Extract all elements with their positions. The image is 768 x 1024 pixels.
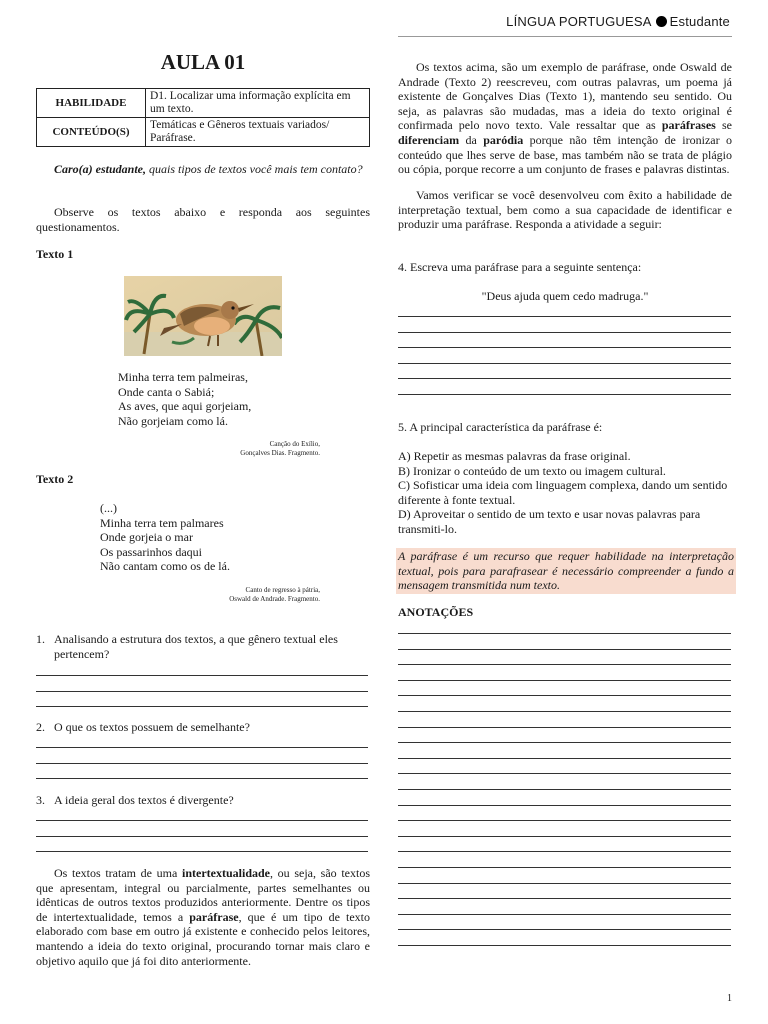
page-number: 1	[727, 993, 732, 1004]
proverb-quote: "Deus ajuda quem cedo madruga."	[481, 289, 649, 303]
table-row	[37, 118, 370, 147]
question-text: O que os textos possuem de semelhante?	[54, 720, 250, 734]
poem-line: (...)	[100, 501, 117, 515]
activity-intro: Vamos verificar se você desenvolveu com êxito a habilidade de interpretação textual, bem como a sua capacidade de identificar e produzir uma paráfrase. Responda a atividade a seguir:	[398, 188, 732, 232]
text-run: se	[715, 118, 732, 133]
text-run: , ou seja, são textos que apresentam, integral ou parcialmente, partes semelhantes ou idênticas de outros textos produzidos anteriormente. Dentre os tipos de intertextualidade, temos a	[36, 866, 370, 924]
option-b[interactable]: B) Ironizar o conteúdo de um texto ou imagem cultural.	[398, 463, 666, 478]
answer-line[interactable]	[36, 836, 368, 837]
question-text: Analisando a estrutura dos textos, a que gênero textual eles pertencem?	[54, 632, 338, 661]
source-author: Gonçalves Dias. Fragmento.	[240, 449, 320, 457]
answer-line[interactable]	[398, 394, 731, 395]
texto2-heading: Texto 2	[36, 472, 74, 486]
answer-line[interactable]	[398, 332, 731, 333]
header-rule	[398, 36, 732, 37]
note-line[interactable]	[398, 789, 731, 790]
answer-lines-1[interactable]	[36, 675, 368, 722]
bullet-dot-icon	[656, 16, 667, 27]
texto1-heading: Texto 1	[36, 247, 74, 261]
note-line[interactable]	[398, 867, 731, 868]
text-run: da	[459, 132, 484, 147]
source-title: Canção do Exílio,	[269, 440, 320, 448]
question-number: 5.	[398, 420, 407, 434]
note-line[interactable]	[398, 758, 731, 759]
note-line[interactable]	[398, 914, 731, 915]
note-line[interactable]	[398, 742, 731, 743]
note-line[interactable]	[398, 851, 731, 852]
question-4	[398, 260, 732, 275]
notes-heading: ANOTAÇÕES	[398, 605, 474, 619]
poem-line: Minha terra tem palmeiras,	[118, 370, 248, 384]
option-a[interactable]: A) Repetir as mesmas palavras da frase original.	[398, 449, 631, 463]
answer-lines-4[interactable]	[398, 316, 731, 410]
intro-question-text: quais tipos de textos você mais tem contato?	[146, 162, 363, 176]
note-line[interactable]	[398, 929, 731, 930]
source-author: Oswald de Andrade. Fragmento.	[229, 595, 320, 603]
content-value: Temáticas e Gêneros textuais variados/ Paráfrase.	[146, 118, 370, 147]
sabia-bird-illustration	[124, 276, 282, 356]
option-d[interactable]: D) Aproveitar o sentido de um texto e usar novas palavras para transmiti-lo.	[398, 507, 701, 536]
texto2-poem	[100, 501, 230, 574]
answer-line[interactable]	[36, 820, 368, 821]
lesson-title: AULA 01	[160, 50, 246, 74]
greeting: Caro(a) estudante,	[54, 162, 147, 176]
term-parafrases: paráfrases	[661, 118, 716, 133]
note-line[interactable]	[398, 773, 731, 774]
notes-lines[interactable]	[398, 633, 731, 960]
answer-line[interactable]	[36, 763, 368, 764]
option-c[interactable]: C) Sofisticar uma ideia com linguagem complexa, dando um sentido diferente à fonte textual.	[398, 478, 728, 507]
note-line[interactable]	[398, 805, 731, 806]
note-line[interactable]	[398, 898, 731, 899]
question-1	[36, 632, 370, 661]
note-line[interactable]	[398, 945, 731, 946]
intertext-paragraph	[36, 866, 370, 968]
answer-line[interactable]	[398, 347, 731, 348]
note-line[interactable]	[398, 883, 731, 884]
note-line[interactable]	[398, 836, 731, 837]
skill-value: D1. Localizar uma informação explícita em um texto.	[146, 89, 370, 118]
poem-line: As aves, que aqui gorjeiam,	[118, 399, 252, 414]
text-run: porque não têm intenção de ironizar o conteúdo que lhes serve de base, mas também não se trata de plágio ou cópia, porque recorre a um conjunto de frases e palavras distintas.	[398, 132, 733, 177]
texto1-source	[150, 440, 320, 458]
answer-line[interactable]	[36, 747, 368, 748]
subject-label: LÍNGUA PORTUGUESA	[506, 14, 652, 29]
answer-line[interactable]	[36, 706, 368, 707]
note-line[interactable]	[398, 633, 731, 634]
intro-question	[36, 162, 370, 177]
skill-table	[36, 88, 370, 147]
text-run: , que é um tipo de texto elaborado com base em outro já existente e conhecido pelos leitores, mantendo a ideia do texto original, procurando tornar mais claro e objetivo aquilo que já foi dito anteriormente.	[36, 909, 370, 968]
note-line[interactable]	[398, 695, 731, 696]
question-number: 2.	[36, 720, 45, 734]
note-line[interactable]	[398, 680, 731, 681]
question-5	[398, 420, 732, 435]
poem-line: Não gorjeiam como lá.	[118, 413, 228, 428]
term-intertextualidade: intertextualidade	[182, 866, 270, 880]
table-row	[37, 89, 370, 118]
texto2-source	[150, 586, 320, 604]
intro-instruction: Observe os textos abaixo e responda aos seguintes questionamentos.	[36, 205, 370, 234]
highlight-note: A paráfrase é um recurso que requer habilidade na interpretação textual, pois para parafrasear é necessário compreender a fundo a mensagem transmitida num texto.	[398, 549, 734, 593]
poem-line: Minha terra tem palmares	[100, 515, 224, 530]
answer-line[interactable]	[398, 316, 731, 317]
note-line[interactable]	[398, 820, 731, 821]
role-label: Estudante	[669, 14, 730, 29]
note-line[interactable]	[398, 649, 731, 650]
answer-line[interactable]	[398, 378, 731, 379]
question-number: 3.	[36, 793, 45, 807]
question-3	[36, 793, 370, 808]
question-text: A ideia geral dos textos é divergente?	[54, 793, 234, 807]
poem-line: Os passarinhos daqui	[100, 544, 202, 559]
answer-line[interactable]	[36, 675, 368, 676]
page-header	[506, 15, 730, 30]
question-text: A principal característica da paráfrase é:	[407, 420, 603, 434]
question-text: Escreva uma paráfrase para a seguinte sentença:	[407, 260, 642, 274]
question-number: 1.	[36, 632, 45, 646]
term-parafrase: paráfrase	[189, 909, 239, 924]
note-line[interactable]	[398, 711, 731, 712]
paraphrase-explanation	[398, 60, 732, 177]
answer-line[interactable]	[36, 851, 368, 852]
answer-line[interactable]	[36, 691, 368, 692]
poem-line: Onde gorjeia o mar	[100, 530, 193, 545]
note-line[interactable]	[398, 727, 731, 728]
answer-line[interactable]	[36, 778, 368, 779]
answer-lines-3[interactable]	[36, 820, 368, 867]
texto1-poem	[118, 370, 251, 428]
text-run: Os textos tratam de uma	[54, 866, 182, 880]
question-2	[36, 720, 370, 735]
term-diferenciam: diferenciam	[398, 132, 460, 147]
answer-options	[398, 449, 728, 537]
term-parodia: paródia	[483, 132, 524, 147]
note-line[interactable]	[398, 664, 731, 665]
question-number: 4.	[398, 260, 407, 274]
text-run: Os textos acima, são um exemplo de paráfrase, onde Oswald de Andrade (Texto 2) reescreveu, com outras palavras, um poema já existente de Gonçalves Dias (Texto 1), mantendo seu sentido. Ou seja, as palavras são mudadas, mas a ideia do texto original é confirmada pelo novo texto. Vale ressaltar que as	[398, 60, 732, 133]
content-label: CONTEÚDO(S)	[37, 118, 146, 147]
poem-line: Onde canta o Sabiá;	[118, 384, 215, 399]
answer-line[interactable]	[398, 363, 731, 364]
poem-line: Não cantam como os de lá.	[100, 559, 230, 574]
answer-lines-2[interactable]	[36, 747, 368, 794]
skill-label: HABILIDADE	[37, 89, 146, 118]
source-title: Canto de regresso à pátria,	[245, 586, 320, 594]
